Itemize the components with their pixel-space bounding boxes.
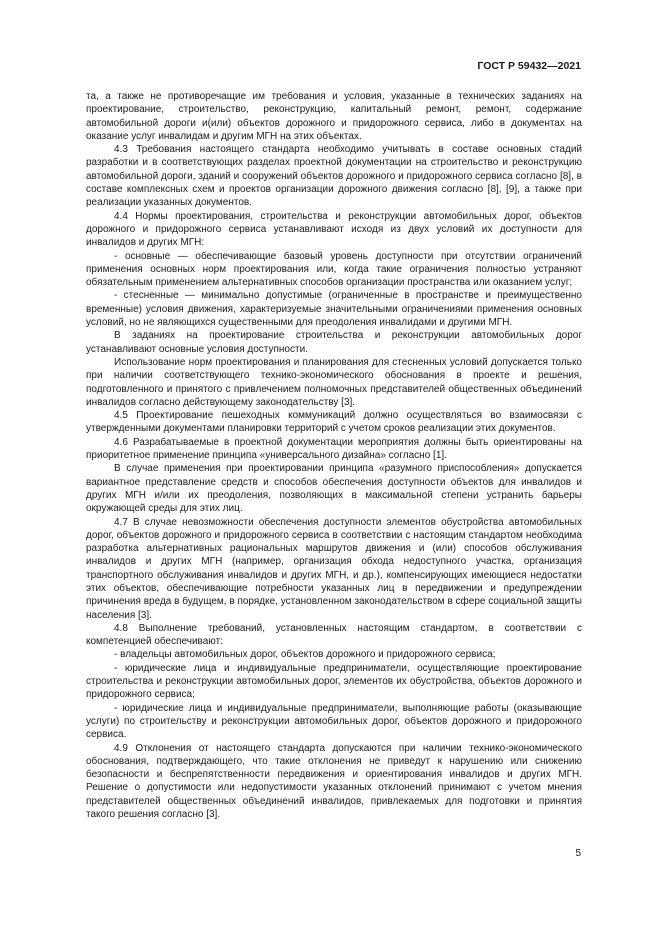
paragraph: Использование норм проектирования и планирования для стесненных условий допускается только при наличии соответствующего технико-экономического обоснования в проекте и решения, подготовленного и принятого с привлечением полномочных представителей общественных объединений инвалидов согласно действующему законодательству [3].: [86, 356, 582, 408]
list-item: - юридические лица и индивидуальные предприниматели, осуществляющие проектирование строительства и реконструкции автомобильных дорог, элементов их обустройства, объектов дорожного и придорожного сервиса;: [86, 662, 582, 701]
paragraph-4-5: 4.5 Проектирование пешеходных коммуникаций должно осуществляться во взаимосвязи с утвержденными документами планировки территорий с учетом сроков реализации этих документов.: [86, 410, 582, 435]
document-body: [86, 90, 582, 821]
paragraph-4-8: 4.8 Выполнение требований, установленных настоящим стандартом, в соответствии с компетенцией обеспечивают:: [86, 622, 582, 648]
paragraph-continuation: та, а также не противоречащие им требования и условия, указанные в технических заданиях на проектирование, строительство, реконструкцию, капитальный ремонт, ремонт, содержание автомобильной дороги и(или) объектов дорожного и придорожного сервиса, либо в документах на оказание услуг инвалидам и другим МГН на этих объектах.: [86, 91, 582, 142]
paragraph-4-4: 4.4 Нормы проектирования, строительства и реконструкции автомобильных дорог, объектов дорожного и придорожного сервиса устанавливают исходя из двух условий их доступности для инвалидов и других МГН:: [86, 210, 582, 249]
list-item: - юридические лица и индивидуальные предприниматели, выполняющие работы (оказывающие услуги) по строительству и реконструкции автомобильных дорог, объектов дорожного и придорожного сервиса.: [86, 702, 582, 741]
paragraph: В случае применения при проектировании принципа «разумного приспособления» допускается вариантное представление средств и способов обеспечения доступности объектов для инвалидов и других МГН и/или их преодоления, позволяющих в максимальной степени устранить барьеры окружающей среды для этих лиц.: [86, 463, 582, 515]
paragraph-4-9: 4.9 Отклонения от настоящего стандарта допускаются при наличии технико-экономического обоснования, подтверждающего, что такие отклонения не приведут к нарушению или снижению безопасности и беспрепятственности передвижения и ориентирования инвалидов и других МГН. Решение о допустимости или недопустимости указанных отклонений принимают с учетом мнения представителей общественных объединений инвалидов, привлекаемых для подготовки и принятия такого решения согласно [3].: [86, 742, 582, 821]
paragraph-4-3: 4.3 Требования настоящего стандарта необходимо учитывать в составе основных стадий разработки и в соответствующих разделах проектной документации на строительство и реконструкцию автомобильной дороги, зданий и сооружений объектов дорожного и придорожного сервиса согласно [8], в составе комплексных схем и проектов организации дорожного движения согласно [8], [9], а также при реализации указанных документов.: [86, 144, 582, 209]
page-number: 5: [575, 848, 581, 859]
list-item: - основные — обеспечивающие базовый уровень доступности при отсутствии ограничений применения основных норм проектирования или, когда такие ограничения полностью устраняют обязательным применением альтернативных способов организации пространства или оказанием услуг;: [86, 250, 582, 289]
paragraph-4-6: 4.6 Разрабатываемые в проектной документации мероприятия должны быть ориентированы на приоритетное применение принципа «универсального дизайна» согласно [1].: [86, 436, 582, 462]
list-item: - владельцы автомобильных дорог, объектов дорожного и придорожного сервиса;: [114, 649, 496, 661]
paragraph-4-7: 4.7 В случае невозможности обеспечения доступности элементов обустройства автомобильных дорог, объектов дорожного и придорожного сервиса в соответствии с настоящим стандартом необходима разработка альтернативных рациональных маршрутов движения и (или) способов обслуживания инвалидов и других МГН (например, организация обхода недоступного участка, организация транспортного обслуживания инвалидов и других МГН, и др.), компенсирующих имеющиеся недостатки этих объектов, обеспечивающие потребности указанных лиц в передвижении и предупреждении причинения вреда в будущем, в порядке, установленном законодательством в сфере социальной защиты населения [3].: [86, 516, 582, 621]
document-code: ГОСТ Р 59432—2021: [477, 60, 581, 72]
list-item: - стесненные — минимально допустимые (ограниченные в пространстве и преимущественно временные) условия движения, характеризуемые значительными ограничениями применения основных условий, но не являющихся существенными для преодоления инвалидами и другими МГН.: [86, 290, 582, 329]
paragraph: В заданиях на проектирование строительства и реконструкции автомобильных дорог устанавливают основные условия доступности.: [86, 330, 582, 355]
